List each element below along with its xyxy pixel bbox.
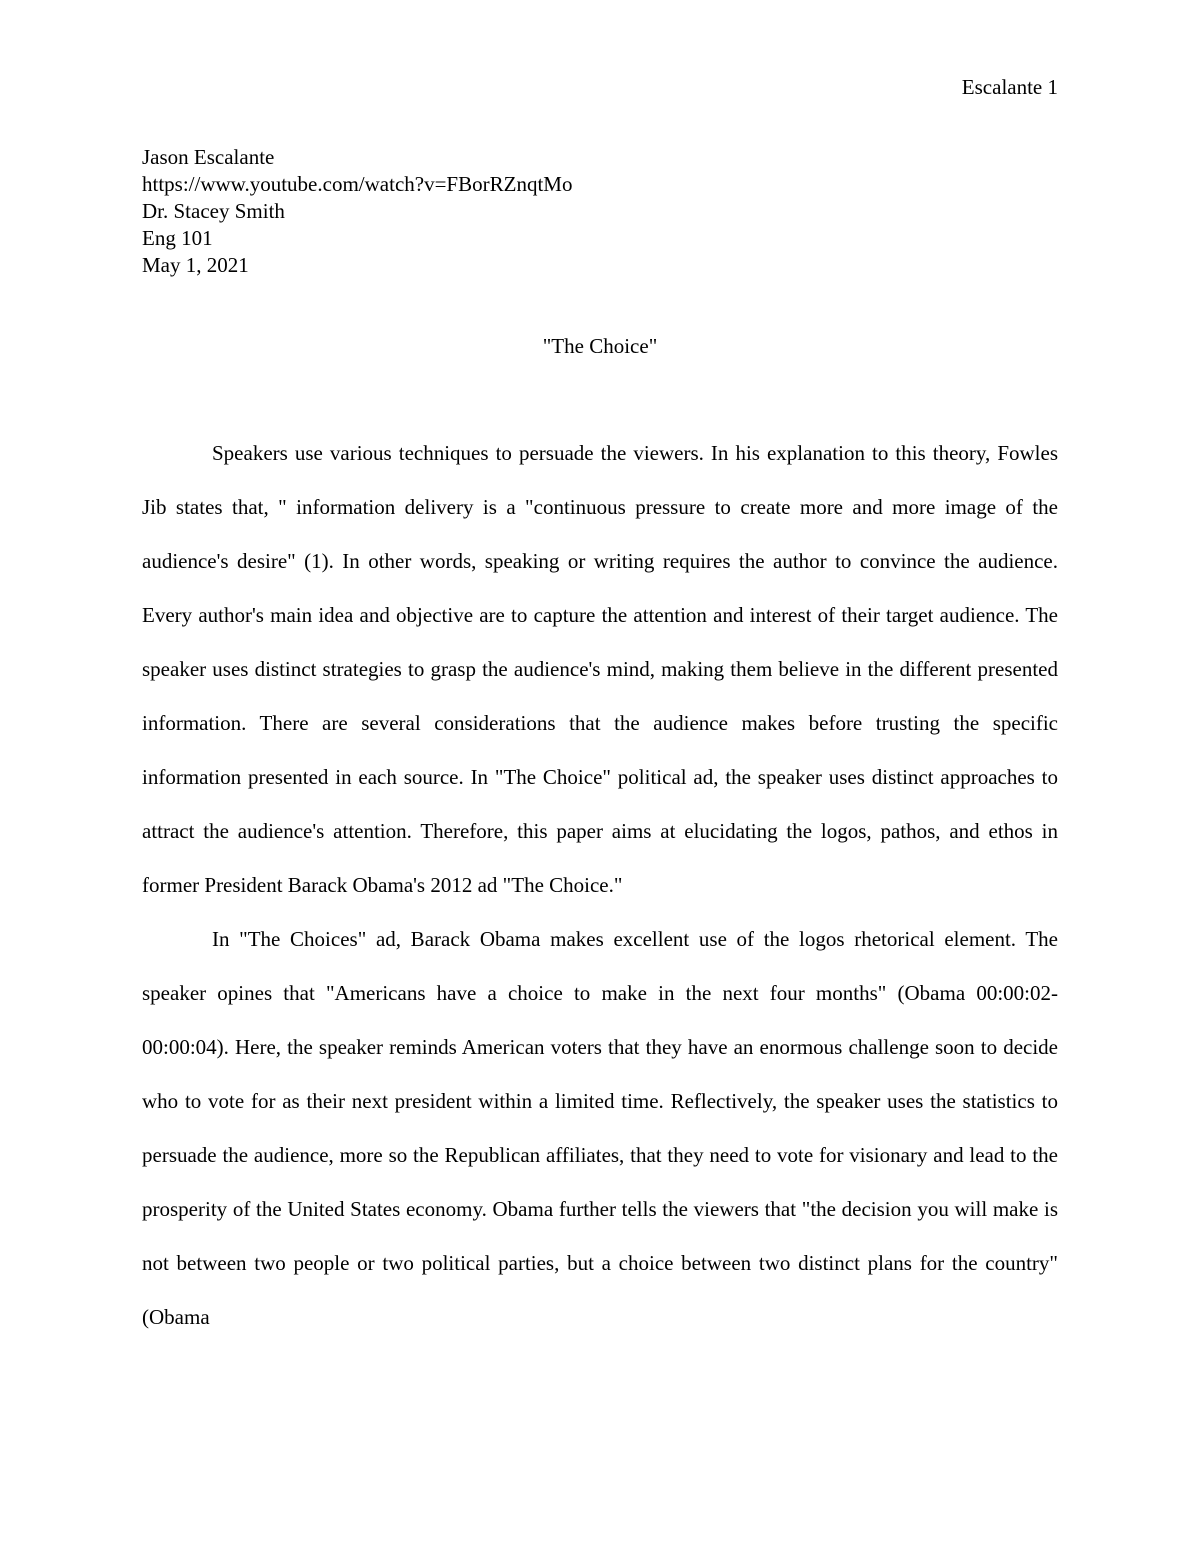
course-name: Eng 101 [142,226,213,250]
running-head: Escalante 1 [961,75,1058,99]
essay-body [142,426,1058,1344]
submission-date: May 1, 2021 [142,253,249,277]
header-block [142,144,1058,279]
instructor-name: Dr. Stacey Smith [142,199,285,223]
essay-title: "The Choice" [542,334,658,358]
paragraph: In "The Choices" ad, Barack Obama makes excellent use of the logos rhetorical element. The speaker opines that "Americans have a choice to make in the next four months" (Obama 00:00:02- 00:00:04). Here, the speaker reminds American voters that they have an enormous challenge soon to decide who to vote for as their next president within a limited time. Reflectively, the speaker uses the statistics to persuade the audience, more so the Republican affiliates, that they need to vote for visionary and lead to the prosperity of the United States economy. Obama further tells the viewers that "the decision you will make is not between two people or two political parties, but a choice between two distinct plans for the country" (Obama [142,927,1058,1329]
source-url: https://www.youtube.com/watch?v=FBorRZnqtMo [142,172,573,196]
paragraph: Speakers use various techniques to persuade the viewers. In his explanation to this theory, Fowles Jib states that, " information delivery is a "continuous pressure to create more and more image of the audience's desire" (1). In other words, speaking or writing requires the author to convince the audience. Every author's main idea and objective are to capture the attention and interest of their target audience. The speaker uses distinct strategies to grasp the audience's mind, making them believe in the different presented information. There are several considerations that the audience makes before trusting the specific information presented in each source. In "The Choice" political ad, the speaker uses distinct approaches to attract the audience's attention. Therefore, this paper aims at elucidating the logos, pathos, and ethos in former President Barack Obama's 2012 ad "The Choice." [142,441,1058,897]
author-name: Jason Escalante [142,145,275,169]
